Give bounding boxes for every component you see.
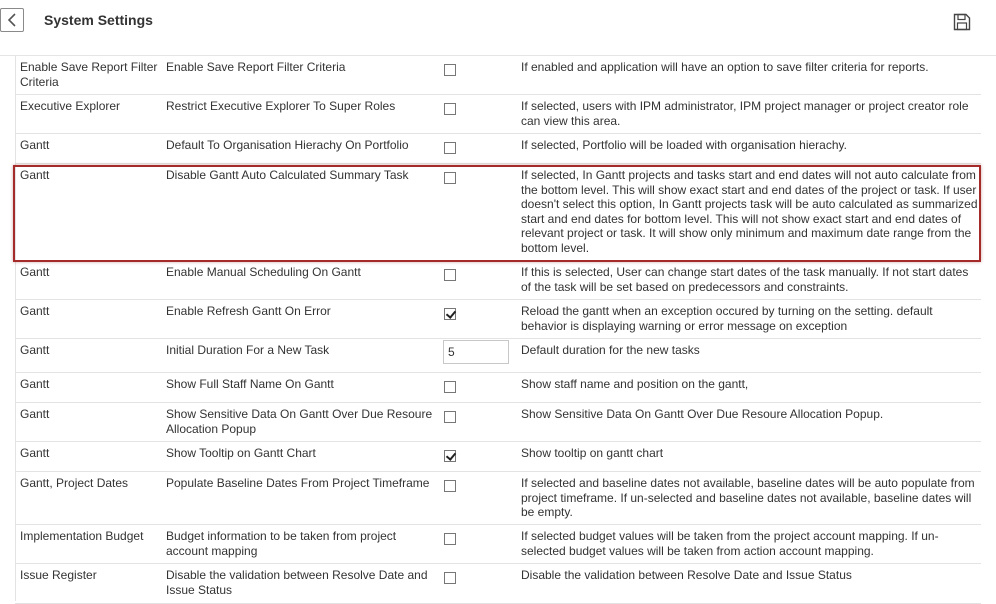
setting-description: If selected and baseline dates not available, baseline dates will be auto populate from project timeframe. If un-selected and baseline dates not available, baseline dates will be empty. [521,476,975,520]
setting-control [443,138,513,150]
setting-control [443,476,513,488]
setting-name: Show Full Staff Name On Gantt [166,377,334,391]
setting-checkbox[interactable] [444,308,456,320]
setting-description: If selected, Portfolio will be loaded with organisation hierachy. [521,138,847,152]
setting-name: Restrict Executive Explorer To Super Roles [166,99,396,113]
setting-description: If selected, In Gantt projects and tasks start and end dates will not auto calculate from the bottom level. This will show exact start and end dates of the project or task. If user doesn't select this option, In Gantt projects task will be auto calculated as summarized start and end dates for bottom level. This will not show exact start and end dates of relevant project or task. It will show only minimum and maximum date range from the bottom level. [521,168,978,255]
setting-description: Show tooltip on gantt chart [521,446,664,460]
setting-checkbox[interactable] [444,381,456,393]
setting-category: Gantt [20,168,50,182]
setting-name: Default To Organisation Hierachy On Portfolio [166,138,409,152]
setting-checkbox[interactable] [444,103,456,115]
table-row [15,134,981,164]
setting-checkbox[interactable] [444,64,456,76]
setting-category: Gantt [20,343,50,357]
setting-control [443,265,513,277]
table-row [15,261,981,300]
setting-category: Gantt [20,138,50,152]
setting-control [443,568,513,580]
save-button[interactable] [952,12,972,32]
table-row [15,403,981,442]
setting-name: Enable Manual Scheduling On Gantt [166,265,361,279]
setting-checkbox[interactable] [444,480,456,492]
setting-control [443,529,513,541]
setting-category: Executive Explorer [20,99,121,113]
setting-checkbox[interactable] [444,172,456,184]
table-row [15,95,981,134]
table-row [15,472,981,525]
floppy-disk-icon [952,12,972,32]
setting-category: Gantt [20,407,50,421]
settings-table [15,56,981,604]
setting-name: Enable Save Report Filter Criteria [166,60,346,74]
setting-name: Show Tooltip on Gantt Chart [166,446,316,460]
setting-control [443,407,513,419]
table-row [15,564,981,604]
setting-control [443,60,513,72]
setting-description: Show staff name and position on the gantt, [521,377,749,391]
setting-checkbox[interactable] [444,411,456,423]
setting-description: If selected, users with IPM administrator, IPM project manager or project creator role can view this area. [521,99,969,128]
duration-input[interactable] [443,340,509,364]
setting-category: Issue Register [20,568,97,582]
table-row [15,164,981,261]
setting-category: Gantt [20,304,50,318]
table-row [15,525,981,564]
setting-control [443,340,513,364]
setting-category: Gantt, Project Dates [20,476,129,490]
setting-category: Enable Save Report Filter Criteria [20,60,158,89]
table-row [15,300,981,339]
table-row [15,56,981,95]
table-row [15,373,981,403]
table-row [15,339,981,373]
setting-name: Budget information to be taken from project account mapping [166,529,397,558]
setting-control [443,304,513,316]
table-row [15,442,981,472]
setting-checkbox[interactable] [444,533,456,545]
setting-name: Initial Duration For a New Task [166,343,330,357]
back-button[interactable] [0,8,24,32]
setting-checkbox[interactable] [444,572,456,584]
setting-category: Gantt [20,377,50,391]
setting-name: Disable Gantt Auto Calculated Summary Task [166,168,409,182]
header-bar [0,0,996,42]
setting-description: Default duration for the new tasks [521,343,700,357]
setting-control [443,377,513,389]
setting-category: Gantt [20,265,50,279]
setting-name: Populate Baseline Dates From Project Timeframe [166,476,430,490]
setting-control [443,446,513,458]
setting-category: Gantt [20,446,50,460]
chevron-left-icon [6,13,18,27]
setting-checkbox[interactable] [444,142,456,154]
setting-control [443,168,513,180]
setting-description: Show Sensitive Data On Gantt Over Due Resoure Allocation Popup. [521,407,884,421]
setting-name: Enable Refresh Gantt On Error [166,304,331,318]
setting-category: Implementation Budget [20,529,144,543]
setting-description: If selected budget values will be taken from the project account mapping. If un-selected budget values will be taken from action account mapping. [521,529,939,558]
page-title: System Settings [44,12,153,28]
setting-checkbox[interactable] [444,450,456,462]
setting-name: Disable the validation between Resolve Date and Issue Status [166,568,428,597]
setting-description: If enabled and application will have an option to save filter criteria for reports. [521,60,929,74]
setting-description: Disable the validation between Resolve Date and Issue Status [521,568,852,582]
setting-checkbox[interactable] [444,269,456,281]
setting-description: If this is selected, User can change start dates of the task manually. If not start dates of the task will be set based on predecessors and constraints. [521,265,969,294]
setting-name: Show Sensitive Data On Gantt Over Due Resoure Allocation Popup [166,407,433,436]
setting-control [443,99,513,111]
setting-description: Reload the gantt when an exception occured by turning on the setting. default behavior is displaying warning or error message on exception [521,304,933,333]
